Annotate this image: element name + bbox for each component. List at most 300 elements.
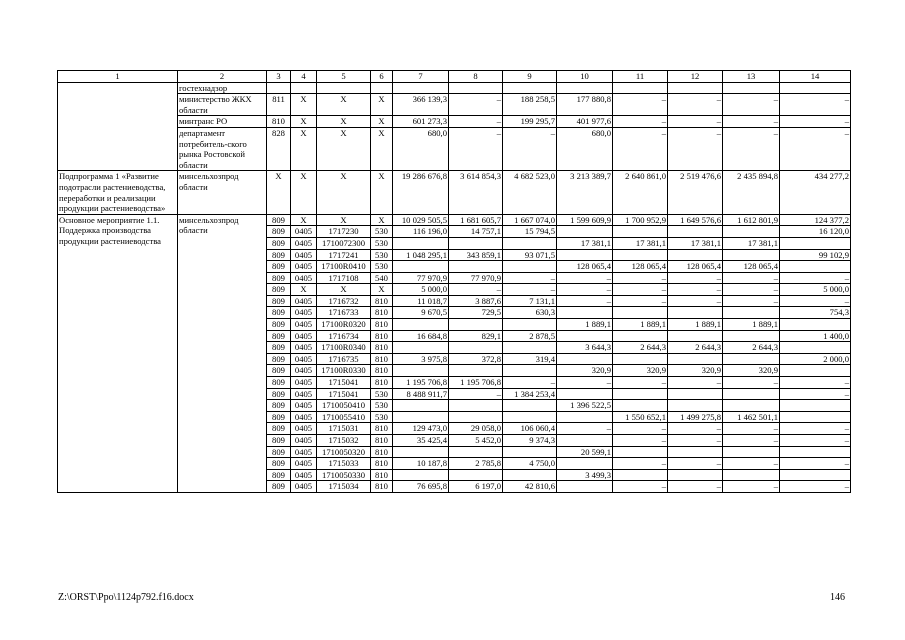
value-cell: 0405 (291, 435, 317, 447)
value-cell: 810 (371, 446, 393, 458)
value-cell: – (723, 284, 780, 296)
value-cell: 124 377,2 (780, 214, 851, 226)
value-cell (613, 226, 668, 238)
event-name: Основное мероприятие 1.1. Поддержка производства продукции растениеводства (58, 214, 178, 492)
value-cell: – (723, 272, 780, 284)
value-cell: – (503, 377, 557, 389)
value-cell: 1 889,1 (668, 319, 723, 331)
value-cell: 809 (267, 284, 291, 296)
column-header: 9 (503, 71, 557, 83)
value-cell: – (613, 377, 668, 389)
value-cell: – (723, 295, 780, 307)
value-cell (449, 261, 503, 273)
value-cell (723, 249, 780, 261)
value-cell (723, 226, 780, 238)
value-cell: 15 794,5 (503, 226, 557, 238)
value-cell: 1715034 (317, 481, 371, 493)
value-cell (723, 400, 780, 412)
value-cell: 754,3 (780, 307, 851, 319)
value-cell: 729,5 (449, 307, 503, 319)
value-cell: 809 (267, 330, 291, 342)
value-cell: 810 (371, 458, 393, 470)
value-cell: 77 970,9 (449, 272, 503, 284)
table-row (58, 82, 851, 94)
value-cell: 4 682 523,0 (503, 171, 557, 214)
value-cell: – (557, 295, 613, 307)
value-cell (393, 237, 449, 249)
value-cell: 343 859,1 (449, 249, 503, 261)
value-cell: 810 (371, 307, 393, 319)
value-cell: 0405 (291, 411, 317, 423)
value-cell: Х (317, 284, 371, 296)
value-cell (503, 446, 557, 458)
value-cell: 810 (371, 377, 393, 389)
value-cell: 0405 (291, 365, 317, 377)
value-cell: Х (371, 94, 393, 116)
value-cell: 1 499 275,8 (668, 411, 723, 423)
value-cell: 0405 (291, 249, 317, 261)
value-cell: 1 396 522,5 (557, 400, 613, 412)
value-cell: – (723, 435, 780, 447)
value-cell: 0405 (291, 295, 317, 307)
value-cell: 3 499,3 (557, 469, 613, 481)
value-cell: 1715032 (317, 435, 371, 447)
value-cell: – (780, 295, 851, 307)
value-cell: 320,9 (668, 365, 723, 377)
value-cell (557, 411, 613, 423)
value-cell (557, 249, 613, 261)
value-cell: Х (291, 94, 317, 116)
value-cell (668, 446, 723, 458)
value-cell: 809 (267, 458, 291, 470)
value-cell (267, 82, 291, 94)
executor-cell: министерство ЖКХ области (178, 94, 267, 116)
value-cell: 1 400,0 (780, 330, 851, 342)
value-cell: – (668, 458, 723, 470)
value-cell: 809 (267, 388, 291, 400)
value-cell (723, 388, 780, 400)
value-cell: 5 000,0 (780, 284, 851, 296)
value-cell: Х (317, 127, 371, 170)
value-cell: 128 065,4 (613, 261, 668, 273)
value-cell: 199 295,7 (503, 116, 557, 128)
value-cell: – (613, 94, 668, 116)
value-cell: – (723, 423, 780, 435)
value-cell: – (613, 423, 668, 435)
value-cell: 0405 (291, 458, 317, 470)
value-cell (613, 82, 668, 94)
value-cell: 530 (371, 400, 393, 412)
value-cell: 809 (267, 365, 291, 377)
value-cell (668, 353, 723, 365)
value-cell: – (668, 435, 723, 447)
value-cell: 1710050330 (317, 469, 371, 481)
value-cell (668, 469, 723, 481)
value-cell: 630,3 (503, 307, 557, 319)
value-cell: – (723, 481, 780, 493)
value-cell (393, 365, 449, 377)
value-cell: 680,0 (557, 127, 613, 170)
footer-file-path: Z:\ORST\Ppo\1124p792.f16.docx (58, 592, 194, 603)
column-header: 7 (393, 71, 449, 83)
value-cell: 9 374,3 (503, 435, 557, 447)
value-cell: – (723, 116, 780, 128)
value-cell: 530 (371, 388, 393, 400)
value-cell: – (449, 127, 503, 170)
value-cell: 809 (267, 237, 291, 249)
footer-page-number: 146 (830, 592, 845, 603)
value-cell: 4 750,0 (503, 458, 557, 470)
value-cell: 1 889,1 (723, 319, 780, 331)
value-cell (780, 400, 851, 412)
value-cell: 1715033 (317, 458, 371, 470)
value-cell: 810 (371, 295, 393, 307)
value-cell (503, 319, 557, 331)
value-cell (449, 400, 503, 412)
value-cell: 810 (267, 116, 291, 128)
value-cell: 3 975,8 (393, 353, 449, 365)
value-cell: 14 757,1 (449, 226, 503, 238)
value-cell (557, 481, 613, 493)
value-cell: 530 (371, 249, 393, 261)
value-cell: 17100R0410 (317, 261, 371, 273)
column-header: 10 (557, 71, 613, 83)
value-cell (371, 82, 393, 94)
value-cell: 809 (267, 295, 291, 307)
value-cell (668, 307, 723, 319)
value-cell (449, 319, 503, 331)
value-cell (723, 469, 780, 481)
value-cell: – (449, 284, 503, 296)
value-cell: 0405 (291, 353, 317, 365)
value-cell: 2 000,0 (780, 353, 851, 365)
value-cell: 17100R0330 (317, 365, 371, 377)
value-cell: Х (317, 94, 371, 116)
value-cell (557, 82, 613, 94)
value-cell: – (668, 423, 723, 435)
value-cell: 809 (267, 423, 291, 435)
value-cell: 2 644,3 (668, 342, 723, 354)
value-cell (613, 353, 668, 365)
column-header: 2 (178, 71, 267, 83)
value-cell: – (613, 435, 668, 447)
value-cell: 0405 (291, 400, 317, 412)
value-cell: 16 684,8 (393, 330, 449, 342)
column-header: 12 (668, 71, 723, 83)
value-cell: – (668, 94, 723, 116)
value-cell: 7 131,1 (503, 295, 557, 307)
value-cell: 0405 (291, 469, 317, 481)
value-cell: 11 018,7 (393, 295, 449, 307)
value-cell: – (613, 284, 668, 296)
value-cell: 17100R0340 (317, 342, 371, 354)
value-cell: 809 (267, 446, 291, 458)
value-cell (780, 365, 851, 377)
value-cell: 1 195 706,8 (393, 377, 449, 389)
value-cell: 1 048 295,1 (393, 249, 449, 261)
value-cell: 601 273,3 (393, 116, 449, 128)
value-cell (557, 330, 613, 342)
value-cell: 3 213 389,7 (557, 171, 613, 214)
column-header: 6 (371, 71, 393, 83)
value-cell: 0405 (291, 377, 317, 389)
value-cell: 77 970,9 (393, 272, 449, 284)
column-header: 13 (723, 71, 780, 83)
value-cell: 0405 (291, 272, 317, 284)
value-cell: 810 (371, 469, 393, 481)
value-cell: 1710072300 (317, 237, 371, 249)
value-cell: 17 381,1 (668, 237, 723, 249)
value-cell: 17 381,1 (613, 237, 668, 249)
value-cell (780, 342, 851, 354)
value-cell: 1715041 (317, 377, 371, 389)
budget-table (57, 70, 851, 493)
value-cell: – (557, 377, 613, 389)
value-cell (393, 411, 449, 423)
column-header: 4 (291, 71, 317, 83)
value-cell: 320,9 (557, 365, 613, 377)
value-cell: 809 (267, 261, 291, 273)
value-cell: 319,4 (503, 353, 557, 365)
value-cell: – (503, 284, 557, 296)
value-cell: 811 (267, 94, 291, 116)
value-cell: – (449, 388, 503, 400)
value-cell (723, 307, 780, 319)
value-cell: Х (371, 171, 393, 214)
value-cell: 1715031 (317, 423, 371, 435)
value-cell (449, 365, 503, 377)
column-header: 5 (317, 71, 371, 83)
value-cell (503, 365, 557, 377)
value-cell: 810 (371, 342, 393, 354)
value-cell (668, 82, 723, 94)
value-cell (668, 400, 723, 412)
value-cell: 1716735 (317, 353, 371, 365)
value-cell: – (780, 127, 851, 170)
value-cell: – (668, 127, 723, 170)
value-cell: 1 889,1 (557, 319, 613, 331)
value-cell: 0405 (291, 481, 317, 493)
value-cell: 128 065,4 (557, 261, 613, 273)
value-cell: 0405 (291, 342, 317, 354)
value-cell: 0405 (291, 237, 317, 249)
value-cell: 1710050320 (317, 446, 371, 458)
value-cell: 17100R0320 (317, 319, 371, 331)
value-cell (723, 446, 780, 458)
value-cell: 2 644,3 (613, 342, 668, 354)
value-cell: 320,9 (723, 365, 780, 377)
value-cell: 1 550 652,1 (613, 411, 668, 423)
subprogram-row (58, 171, 851, 214)
value-cell: – (780, 481, 851, 493)
value-cell: – (613, 295, 668, 307)
value-cell: Х (291, 116, 317, 128)
value-cell: Х (371, 127, 393, 170)
value-cell: – (668, 377, 723, 389)
value-cell: Х (291, 284, 317, 296)
value-cell: 2 435 894,8 (723, 171, 780, 214)
value-cell: – (449, 116, 503, 128)
value-cell: 810 (371, 481, 393, 493)
value-cell: 0405 (291, 261, 317, 273)
column-header: 1 (58, 71, 178, 83)
value-cell: 3 644,3 (557, 342, 613, 354)
value-cell: 6 197,0 (449, 481, 503, 493)
value-cell: 3 887,6 (449, 295, 503, 307)
value-cell: – (780, 377, 851, 389)
value-cell: 809 (267, 469, 291, 481)
executor-cell: минсельхозпрод области (178, 214, 267, 492)
value-cell: 530 (371, 261, 393, 273)
value-cell (780, 261, 851, 273)
value-cell (557, 307, 613, 319)
value-cell: 809 (267, 307, 291, 319)
value-cell: 76 695,8 (393, 481, 449, 493)
value-cell: – (503, 127, 557, 170)
value-cell: 809 (267, 377, 291, 389)
value-cell: 35 425,4 (393, 435, 449, 447)
value-cell: 809 (267, 249, 291, 261)
value-cell: 0405 (291, 330, 317, 342)
value-cell: 9 670,5 (393, 307, 449, 319)
value-cell (393, 82, 449, 94)
column-header: 14 (780, 71, 851, 83)
value-cell (503, 400, 557, 412)
value-cell: 10 029 505,5 (393, 214, 449, 226)
value-cell: 680,0 (393, 127, 449, 170)
value-cell: 810 (371, 423, 393, 435)
value-cell: 2 785,8 (449, 458, 503, 470)
value-cell (449, 469, 503, 481)
value-cell (393, 342, 449, 354)
value-cell: – (668, 272, 723, 284)
value-cell (668, 249, 723, 261)
value-cell (317, 82, 371, 94)
value-cell: 530 (371, 237, 393, 249)
value-cell (503, 411, 557, 423)
value-cell (449, 82, 503, 94)
value-cell (613, 469, 668, 481)
value-cell (613, 307, 668, 319)
value-cell: Х (291, 171, 317, 214)
value-cell: 17 381,1 (723, 237, 780, 249)
value-cell: 17 381,1 (557, 237, 613, 249)
value-cell (503, 469, 557, 481)
executor-cell: минтранс РО (178, 116, 267, 128)
value-cell: 1717241 (317, 249, 371, 261)
value-cell (503, 261, 557, 273)
value-cell: 828 (267, 127, 291, 170)
value-cell: 401 977,6 (557, 116, 613, 128)
value-cell: 810 (371, 353, 393, 365)
value-cell: 1715041 (317, 388, 371, 400)
value-cell (668, 330, 723, 342)
value-cell (613, 400, 668, 412)
value-cell (503, 342, 557, 354)
value-cell: 1 612 801,9 (723, 214, 780, 226)
value-cell: 1 681 605,7 (449, 214, 503, 226)
value-cell: 0405 (291, 388, 317, 400)
value-cell: 1716734 (317, 330, 371, 342)
value-cell: 116 196,0 (393, 226, 449, 238)
value-cell: 0405 (291, 423, 317, 435)
value-cell: – (613, 127, 668, 170)
value-cell: 42 810,6 (503, 481, 557, 493)
value-cell: Х (317, 116, 371, 128)
value-cell: 1 384 253,4 (503, 388, 557, 400)
value-cell: 809 (267, 411, 291, 423)
value-cell (557, 226, 613, 238)
value-cell: 1717108 (317, 272, 371, 284)
value-cell: – (780, 272, 851, 284)
value-cell: – (449, 94, 503, 116)
value-cell: 106 060,4 (503, 423, 557, 435)
value-cell: – (723, 94, 780, 116)
value-cell: 810 (371, 319, 393, 331)
value-cell (668, 226, 723, 238)
value-cell: – (668, 116, 723, 128)
value-cell: – (613, 272, 668, 284)
table-header-row (58, 71, 851, 83)
value-cell: 1 462 501,1 (723, 411, 780, 423)
value-cell: 2 519 476,6 (668, 171, 723, 214)
value-cell (291, 82, 317, 94)
value-cell: – (557, 272, 613, 284)
value-cell (557, 458, 613, 470)
value-cell: Х (317, 214, 371, 226)
value-cell (780, 319, 851, 331)
value-cell: 809 (267, 226, 291, 238)
subprogram-name: Подпрограмма 1 «Развитие подотрасли растениеводства, переработки и реализации продукции растениеводства» (58, 171, 178, 214)
value-cell (557, 353, 613, 365)
value-cell: 0405 (291, 307, 317, 319)
value-cell: 1 667 074,0 (503, 214, 557, 226)
value-cell: 16 120,0 (780, 226, 851, 238)
value-cell: Х (371, 284, 393, 296)
value-cell: 366 139,3 (393, 94, 449, 116)
value-cell: Х (291, 214, 317, 226)
value-cell: – (723, 127, 780, 170)
value-cell: – (668, 481, 723, 493)
value-cell (668, 388, 723, 400)
value-cell: 177 880,8 (557, 94, 613, 116)
value-cell (723, 330, 780, 342)
value-cell: – (668, 295, 723, 307)
value-cell: 5 452,0 (449, 435, 503, 447)
value-cell (780, 411, 851, 423)
value-cell: 8 488 911,7 (393, 388, 449, 400)
value-cell: 810 (371, 435, 393, 447)
value-cell (780, 446, 851, 458)
value-cell: 809 (267, 214, 291, 226)
value-cell: 809 (267, 342, 291, 354)
value-cell: 530 (371, 226, 393, 238)
value-cell: 809 (267, 435, 291, 447)
value-cell (503, 82, 557, 94)
value-cell: 129 473,0 (393, 423, 449, 435)
executor-cell: департамент потребитель-ского рынка Ростовской области (178, 127, 267, 170)
value-cell (613, 330, 668, 342)
value-cell (393, 261, 449, 273)
value-cell (780, 237, 851, 249)
value-cell (557, 388, 613, 400)
value-cell (393, 469, 449, 481)
executor-cell: гостехнадзор (178, 82, 267, 94)
value-cell (449, 446, 503, 458)
value-cell: 1 599 609,9 (557, 214, 613, 226)
table-row (58, 214, 851, 226)
value-cell: 809 (267, 400, 291, 412)
